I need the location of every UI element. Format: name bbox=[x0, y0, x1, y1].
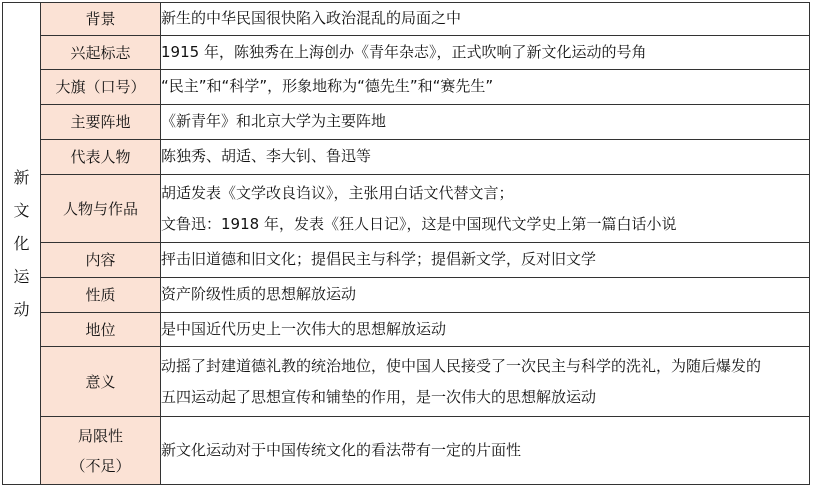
table-row-works bbox=[3, 175, 810, 243]
row-label-background bbox=[41, 3, 161, 36]
row-label-text: 局限性 bbox=[77, 426, 123, 445]
row-content-text: 1915 年，陈独秀在上海创办《青年杂志》，正式吹响了新文化运动的号角 bbox=[161, 42, 647, 61]
row-label-limitation bbox=[41, 417, 161, 485]
row-label-text: 大旗（口号） bbox=[55, 78, 146, 96]
row-content-status bbox=[161, 313, 810, 347]
row-label-text: 人物与作品 bbox=[62, 199, 138, 218]
row-label-figures bbox=[41, 140, 161, 175]
row-content-works bbox=[161, 175, 810, 243]
row-content-text: 动摇了封建道德礼教的统治地位，使中国人民接受了一次民主与科学的洗礼，为随后爆发的 bbox=[161, 356, 762, 375]
row-label-text: 意义 bbox=[85, 372, 116, 391]
row-label-banner bbox=[41, 70, 161, 105]
row-label-text: 性质 bbox=[85, 286, 116, 304]
table-row-sign bbox=[3, 36, 810, 70]
row-content-banner bbox=[161, 70, 810, 105]
row-content-significance bbox=[161, 347, 810, 417]
table-row-banner bbox=[3, 70, 810, 105]
row-label-status bbox=[41, 313, 161, 347]
row-label-works bbox=[41, 175, 161, 243]
row-label-text: 内容 bbox=[85, 251, 116, 269]
row-content-nature bbox=[161, 278, 810, 313]
row-label-text: 地位 bbox=[85, 320, 116, 339]
row-content-text: 胡适发表《文学改良诌议》，主张用白话文代替文言； bbox=[161, 183, 514, 202]
table-row-content bbox=[3, 243, 810, 278]
row-content-text: “民主”和“科学”，形象地称为“德先生”和“赛先生” bbox=[161, 77, 494, 96]
row-content-text: 陈独秀、胡适、李大钊、鲁迅等 bbox=[161, 147, 372, 166]
row-content-text: 是中国近代历史上一次伟大的思想解放运动 bbox=[161, 319, 447, 338]
table-row-nature bbox=[3, 278, 810, 313]
table-row-background bbox=[3, 3, 810, 36]
row-label-text: 代表人物 bbox=[70, 148, 131, 166]
row-content-base bbox=[161, 105, 810, 140]
row-label-text: 主要阵地 bbox=[70, 113, 131, 131]
table-row-base bbox=[3, 105, 810, 140]
row-label-base bbox=[41, 105, 161, 140]
row-content-limitation bbox=[161, 417, 810, 485]
row-content-text: 资产阶级性质的思想解放运动 bbox=[161, 285, 357, 304]
topic-title: 新文化运动 bbox=[13, 168, 30, 319]
row-content-text: 新文化运动对于中国传统文化的看法带有一定的片面性 bbox=[161, 440, 522, 459]
row-label-significance bbox=[41, 347, 161, 417]
summary-table bbox=[2, 2, 810, 485]
row-content-background bbox=[161, 3, 810, 36]
row-label-text: 兴起标志 bbox=[70, 43, 131, 62]
row-label-sign bbox=[41, 36, 161, 70]
table-row-figures bbox=[3, 140, 810, 175]
row-content-text: 文鲁迅：1918 年，发表《狂人日记》，这是中国现代文学史上第一篇白话小说 bbox=[161, 214, 677, 233]
row-label-nature bbox=[41, 278, 161, 313]
row-content-figures bbox=[161, 140, 810, 175]
row-label-content bbox=[41, 243, 161, 278]
table-row-limitation bbox=[3, 417, 810, 485]
row-content-content bbox=[161, 243, 810, 278]
topic-cell bbox=[3, 3, 41, 485]
row-content-text: 新生的中华民国很快陷入政治混乱的局面之中 bbox=[161, 9, 462, 28]
row-label-text: 背景 bbox=[85, 10, 116, 28]
row-content-text: 《新青年》和北京大学为主要阵地 bbox=[161, 112, 387, 131]
row-label-text: （不足） bbox=[70, 456, 131, 475]
row-content-text: 五四运动起了思想宣传和铺垫的作用，是一次伟大的思想解放运动 bbox=[161, 387, 597, 406]
row-content-text: 抨击旧道德和旧文化；提倡民主与科学；提倡新文学，反对旧文学 bbox=[161, 250, 597, 269]
table-row-status bbox=[3, 313, 810, 347]
table-row-significance bbox=[3, 347, 810, 417]
row-content-sign bbox=[161, 36, 810, 70]
